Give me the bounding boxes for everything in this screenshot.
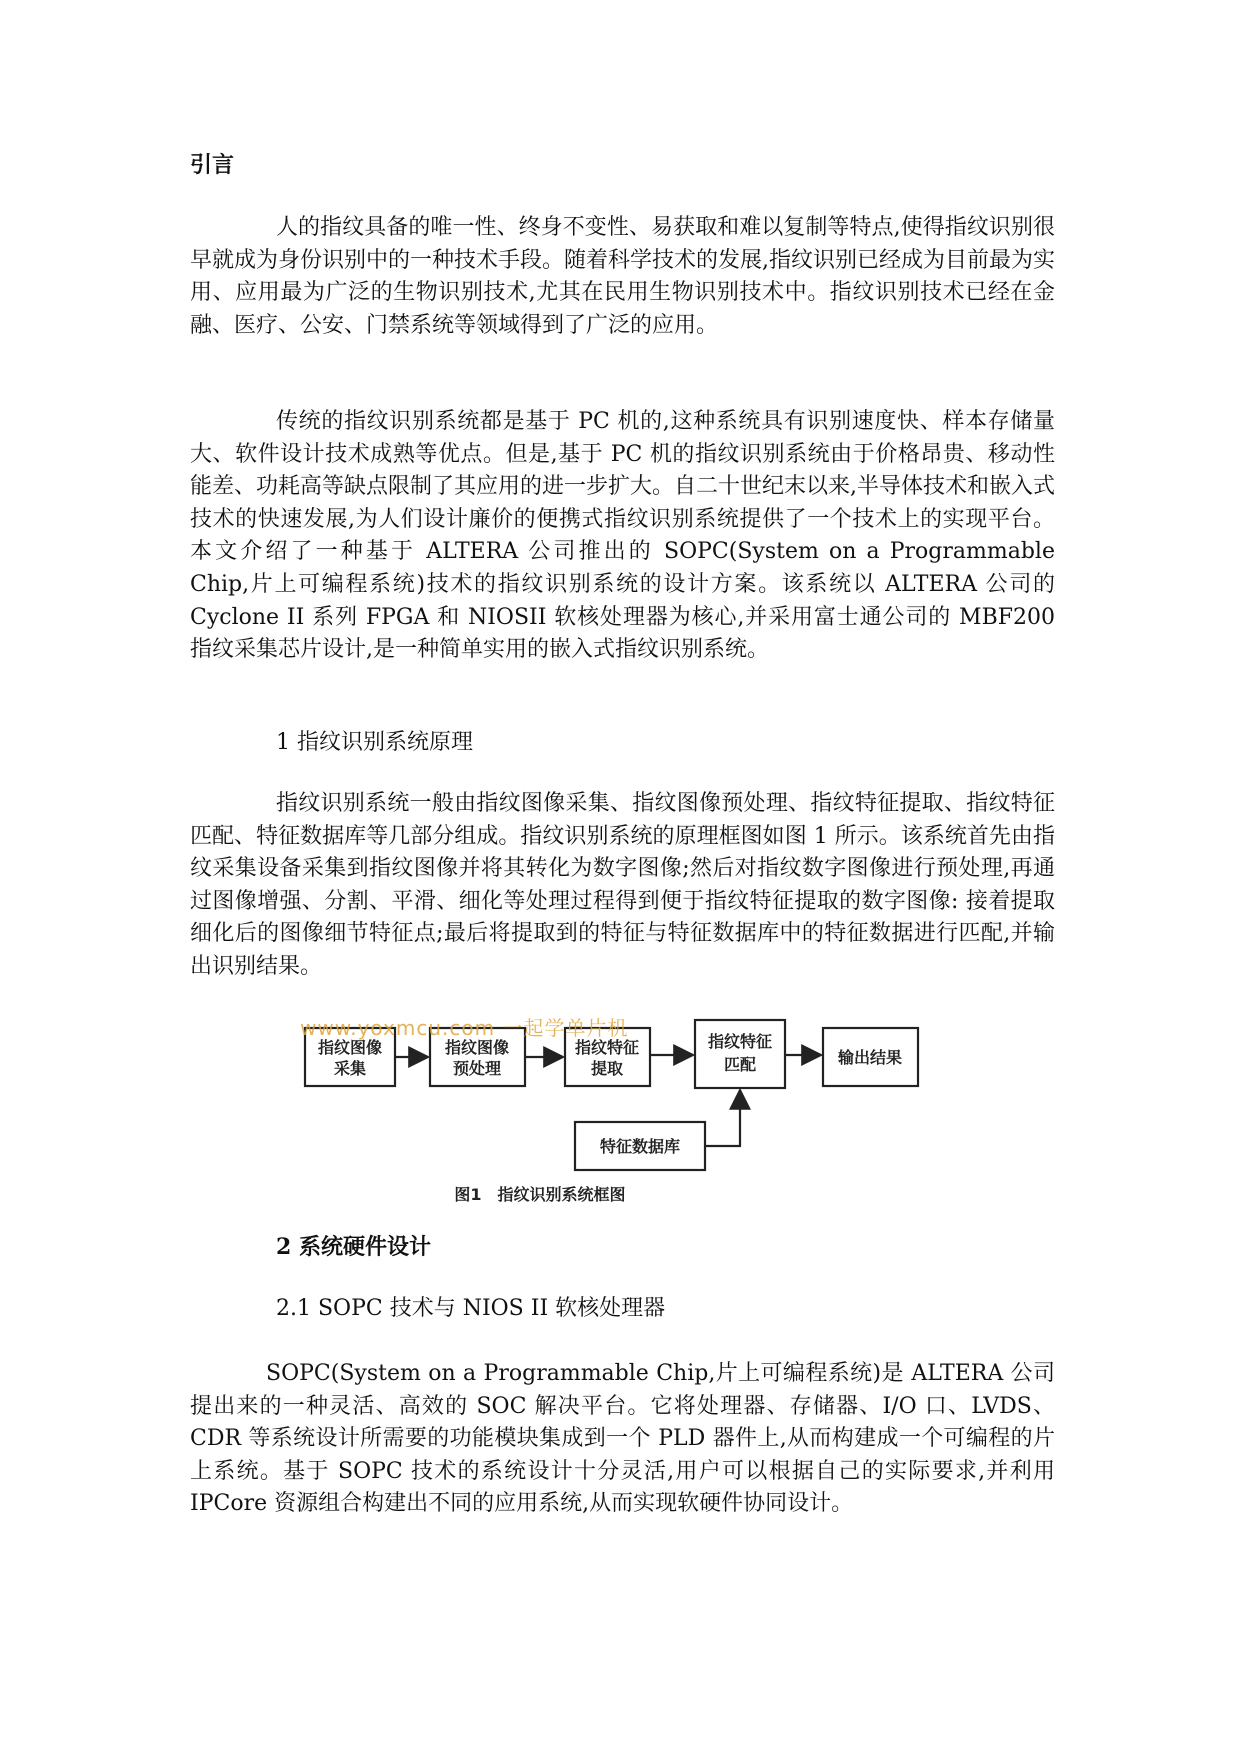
box4-text-1: 指纹特征 <box>707 1032 773 1051</box>
figure-caption: 图1 指纹识别系统框图 <box>454 1185 626 1204</box>
section-2-heading: 2 系统硬件设计 <box>276 1234 431 1260</box>
box-feature-match <box>695 1020 785 1088</box>
intro-paragraph-2: 传统的指纹识别系统都是基于 PC 机的,这种系统具有识别速度快、样本存储量大、软件设计技术成熟等优点。但是,基于 PC 机的指纹识别系统由于价格昂贵、移动性能差、功耗高等缺点限制了其应用的进一步扩大。自二十世纪末以来,半导体技术和嵌入式技术的快速发展,为人们设计廉价的便携式指纹识别系统提供了一个技术上的实现平台。 本文介绍了一种基于 ALTERA 公司推出的 SOPC(System on a Programmable Chip,片上可编程系统)技术的指纹识别系统的设计方案。该系统以 ALTERA 公司的 Cyclone II 系列 FPGA 和 NIOSII 软核处理器为核心,并采用富士通公司的 MBF200 指纹采集芯片设计,是一种简单实用的嵌入式指纹识别系统。 <box>190 409 1055 663</box>
section-1-heading: 1 指纹识别系统原理 <box>276 730 473 755</box>
box5-text: 输出结果 <box>837 1048 903 1067</box>
box2-text-2: 预处理 <box>452 1059 502 1078</box>
arrow-5 <box>705 1090 740 1146</box>
section-2-1-heading: 2.1 SOPC 技术与 NIOS II 软核处理器 <box>276 1296 666 1321</box>
intro-heading: 引言 <box>190 152 235 178</box>
box3-text-2: 提取 <box>590 1059 624 1078</box>
box6-text: 特征数据库 <box>599 1137 681 1156</box>
section-2-1-paragraph: SOPC(System on a Programmable Chip,片上可编程系统)是 ALTERA 公司提出来的一种灵活、高效的 SOC 解决平台。它将处理器、存储器、I/O 口、LVDS、CDR 等系统设计所需要的功能模块集成到一个 PLD 器件上,从而构建成一个可编程的片上系统。基于 SOPC 技术的系统设计十分灵活,用户可以根据自己的实际要求,并利用 IPCore 资源组合构建出不同的应用系统,从而实现软硬件协同设计。 <box>190 1361 1055 1517</box>
box4-text-2: 匹配 <box>723 1055 757 1074</box>
intro-paragraph-1: 人的指纹具备的唯一性、终身不变性、易获取和难以复制等特点,使得指纹识别很早就成为身份识别中的一种技术手段。随着科学技术的发展,指纹识别已经成为目前最为实用、应用最为广泛的生物识别技术,尤其在民用生物识别技术中。指纹识别技术已经在金融、医疗、公安、门禁系统等领域得到了广泛的应用。 <box>190 215 1055 338</box>
box1-text-2: 采集 <box>333 1059 367 1078</box>
section-1-paragraph: 指纹识别系统一般由指纹图像采集、指纹图像预处理、指纹特征提取、指纹特征匹配、特征数据库等几部分组成。指纹识别系统的原理框图如图 1 所示。该系统首先由指纹采集设备采集到指纹图像并将其转化为数字图像;然后对指纹数字图像进行预处理,再通过图像增强、分割、平滑、细化等处理过程得到便于指纹特征提取的数字图像: 接着提取细化后的图像细节特征点;最后将提取到的特征与特征数据库中的特征数据进行匹配,并输出识别结果。 <box>190 791 1055 979</box>
box2-text-1: 指纹图像 <box>444 1038 510 1057</box>
watermark-text: www.yoxmcu.com 一起学单片机 <box>300 1016 629 1040</box>
box1-text-1: 指纹图像 <box>317 1038 383 1057</box>
box3-text-1: 指纹特征 <box>574 1038 640 1057</box>
